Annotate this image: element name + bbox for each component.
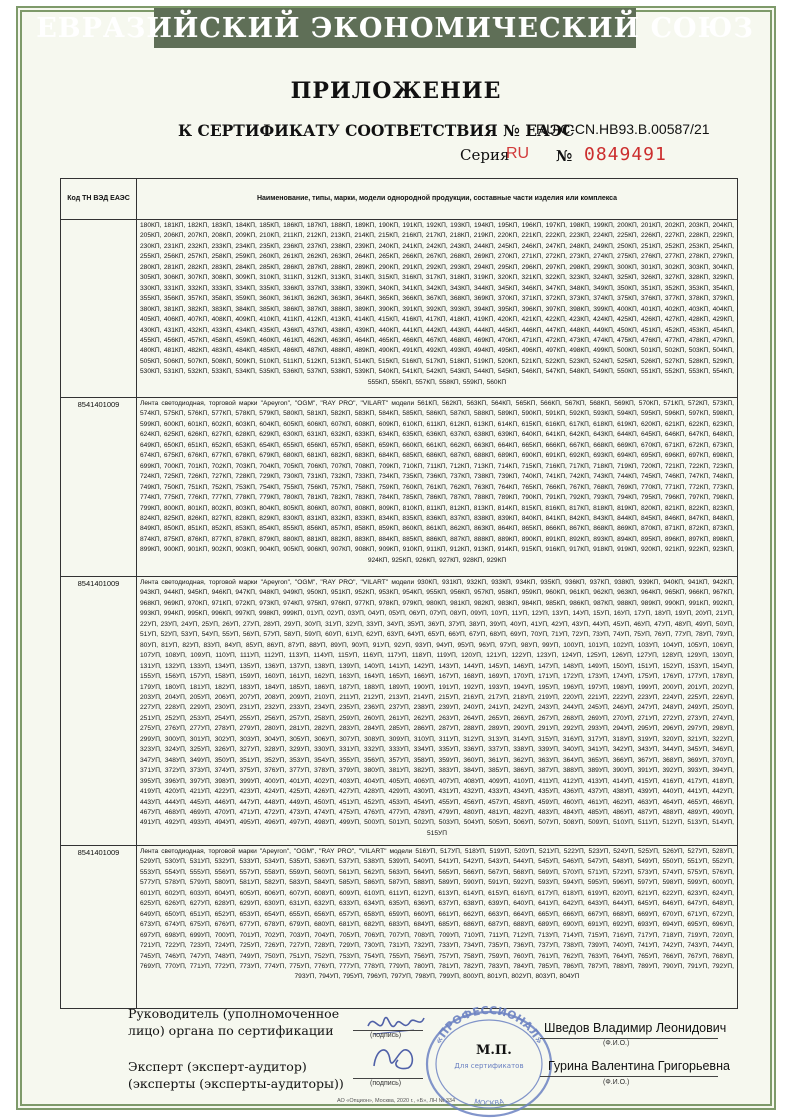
- description-cell: Лента светодиодная, торговой марки "Apeyron", "OGM", "RAY PRO", "VILART" модели 516УП, 517УП, 518УП, 519УП, 520УП, 521УП, 522УП, 523УП, 524УП, 525УП, 526УП, 527УП, 528УП, 529УП, 530УП, 531УП, 532УП, 533УП, 534УП, 535УП, 536УП, 537УП, 538УП, 539УП, 540УП, 541УП, 542УП, 543УП, 544УП, 545УП, 546УП, 547УП, 548УП, 549УП, 550УП, 551УП, 552УП, 553УП, 554УП, 555УП, 556УП, 557УП, 558УП, 559УП, 560УП, 561УП, 562УП, 563УП, 564УП, 565УП, 566УП, 567УП, 568УП, 569УП, 570УП, 571УП, 572УП, 573УП, 574УП, 575УП, 576УП, 577УП, 578УП, 579УП, 580УП, 581УП, 582УП, 583УП, 584УП, 585УП, 586УП, 587УП, 588УП, 589УП, 590УП, 591УП, 592УП, 593УП, 594УП, 595УП, 596УП, 597УП, 598УП, 599УП, 600УП, 601УП, 602УП, 603УП, 604УП, 605УП, 606УП, 607УП, 608УП, 609УП, 610УП, 611УП, 612УП, 613УП, 614УП, 615УП, 616УП, 617УП, 618УП, 619УП, 620УП, 621УП, 622УП, 623УП, 624УП, 625УП, 626УП, 627УП, 628УП, 629УП, 630УП, 631УП, 632УП, 633УП, 634УП, 635УП, 636УП, 637УП, 638УП, 639УП, 640УП, 641УП, 642УП, 643УП, 644УП, 645УП, 646УП, 647УП, 648УП, 649УП, 650УП, 651УП, 652УП, 653УП, 654УП, 655УП, 656УП, 657УП, 658УП, 659УП, 660УП, 661УП, 662УП, 663УП, 664УП, 665УП, 666УП, 667УП, 668УП, 669УП, 670УП, 671УП, 672УП, 673УП, 674УП, 675УП, 676УП, 677УП, 678УП, 679УП, 680УП, 681УП, 682УП, 683УП, 684УП, 685УП, 686УП, 687УП, 688УП, 689УП, 690УП, 691УП, 692УП, 693УП, 694УП, 695УП, 696УП, 697УП, 698УП, 699УП, 700УП, 701УП, 702УП, 703УП, 704УП, 705УП, 706УП, 707УП, 708УП, 709УП, 710УП, 711УП, 712УП, 713УП, 714УП, 715УП, 716УП, 717УП, 718УП, 719УП, 720УП, 721УП, 722УП, 723УП, 724УП, 725УП, 726УП, 727УП, 728УП, 729УП, 730УП, 731УП, 732УП, 733УП, 734УП, 735УП, 736УП, 737УП, 738УП, 739УП, 740УП, 741УП, 742УП, 743УП, 744УП, 745УП, 746УП, 747УП, 748УП, 749УП, 750УП, 751УП, 752УП, 753УП, 754УП, 755УП, 756УП, 757УП, 758УП, 759УП, 760УП, 761УП, 762УП, 763УП, 764УП, 765УП, 766УП, 767УП, 768УП, 769УП, 770УП, 771УП, 772УП, 773УП, 774УП, 775УП, 776УП, 777УП, 778УП, 779УП, 780УП, 781УП, 782УП, 783УП, 784УП, 785УП, 786УП, 787УП, 788УП, 789УП, 790УП, 791УП, 792УП, 793УП, 794УП, 795УП, 796УП, 797УП, 798УП, 799УП, 800УП, 801УП, 802УП, 803УП, 804УП: [137, 846, 738, 1009]
- expert-signature-caption: (подпись): [370, 1080, 402, 1087]
- description-cell: 180КП, 181КП, 182КП, 183КП, 184КП, 185КП, 186КП, 187КП, 188КП, 189КП, 190КП, 191КП, 192КП, 193КП, 194КП, 195КП, 196КП, 197КП, 198КП, 199КП, 200КП, 201КП, 202КП, 203КП, 204КП, 205КП, 206КП, 207КП, 208КП, 209КП, 210КП, 211КП, 212КП, 213КП, 214КП, 215КП, 216КП, 217КП, 218КП, 219КП, 220КП, 221КП, 222КП, 223КП, 224КП, 225КП, 226КП, 227КП, 228КП, 229КП, 230КП, 231КП, 232КП, 233КП, 234КП, 235КП, 236КП, 237КП, 238КП, 239КП, 240КП, 241КП, 242КП, 243КП, 244КП, 245КП, 246КП, 247КП, 248КП, 249КП, 250КП, 251КП, 252КП, 253КП, 254КП, 255КП, 256КП, 257КП, 258КП, 259КП, 260КП, 261КП, 262КП, 263КП, 264КП, 265КП, 266КП, 267КП, 268КП, 269КП, 270КП, 271КП, 272КП, 273КП, 274КП, 275КП, 276КП, 277КП, 278КП, 279КП, 280КП, 281КП, 282КП, 283КП, 284КП, 285КП, 286КП, 287КП, 288КП, 289КП, 290КП, 291КП, 292КП, 293КП, 294КП, 295КП, 296КП, 297КП, 298КП, 299КП, 300КП, 301КП, 302КП, 303КП, 304КП, 305КП, 306КП, 307КП, 308КП, 309КП, 310КП, 311КП, 312КП, 313КП, 314КП, 315КП, 316КП, 317КП, 318КП, 319КП, 320КП, 321КП, 322КП, 323КП, 324КП, 325КП, 326КП, 327КП, 328КП, 329КП, 330КП, 331КП, 332КП, 333КП, 334КП, 335КП, 336КП, 337КП, 338КП, 339КП, 340КП, 341КП, 342КП, 343КП, 344КП, 345КП, 346КП, 347КП, 348КП, 349КП, 350КП, 351КП, 352КП, 353КП, 354КП, 355КП, 356КП, 357КП, 358КП, 359КП, 360КП, 361КП, 362КП, 363КП, 364КП, 365КП, 366КП, 367КП, 368КП, 369КП, 370КП, 371КП, 372КП, 373КП, 374КП, 375КП, 376КП, 377КП, 378КП, 379КП, 380КП, 381КП, 382КП, 383КП, 384КП, 385КП, 386КП, 387КП, 388КП, 389КП, 390КП, 391КП, 392КП, 393КП, 394КП, 395КП, 396КП, 397КП, 398КП, 399КП, 400КП, 401КП, 402КП, 403КП, 404КП, 405КП, 406КП, 407КП, 408КП, 409КП, 410КП, 411КП, 412КП, 413КП, 414КП, 415КП, 416КП, 417КП, 418КП, 419КП, 420КП, 421КП, 422КП, 423КП, 424КП, 425КП, 426КП, 427КП, 428КП, 429КП, 430КП, 431КП, 432КП, 433КП, 434КП, 435КП, 436КП, 437КП, 438КП, 439КП, 440КП, 441КП, 442КП, 443КП, 444КП, 445КП, 446КП, 447КП, 448КП, 449КП, 450КП, 451КП, 452КП, 453КП, 454КП, 455КП, 456КП, 457КП, 458КП, 459КП, 460КП, 461КП, 462КП, 463КП, 464КП, 465КП, 466КП, 467КП, 468КП, 469КП, 470КП, 471КП, 472КП, 473КП, 474КП, 475КП, 476КП, 477КП, 478КП, 479КП, 480КП, 481КП, 482КП, 483КП, 484КП, 485КП, 486КП, 487КП, 488КП, 489КП, 490КП, 491КП, 492КП, 493КП, 494КП, 495КП, 496КП, 497КП, 498КП, 499КП, 500КП, 501КП, 502КП, 503КП, 504КП, 505КП, 506КП, 507КП, 508КП, 509КП, 510КП, 511КП, 512КП, 513КП, 514КП, 515КП, 516КП, 517КП, 518КП, 519КП, 520КП, 521КП, 522КП, 523КП, 524КП, 525КП, 526КП, 527КП, 528КП, 529КП, 530КП, 531КП, 532КП, 533КП, 534КП, 535КП, 536КП, 537КП, 538КП, 539КП, 540КП, 541КП, 542КП, 543КП, 544КП, 545КП, 546КП, 547КП, 548КП, 549КП, 550КП, 551КП, 552КП, 553КП, 554КП, 555КП, 556КП, 557КП, 558КП, 559КП, 560КП: [137, 220, 738, 398]
- expert-name-caption: (Ф.И.О.): [603, 1079, 630, 1086]
- certificate-number: RU С-CN.НВ93.В.00587/21: [536, 121, 710, 137]
- form-number: 0849491: [584, 144, 667, 165]
- head-label-line-1: Руководитель (уполномоченное: [128, 1006, 340, 1021]
- number-label: №: [556, 147, 573, 165]
- head-label: [128, 1005, 339, 1039]
- head-name-line: [540, 1038, 718, 1039]
- page-title: ПРИЛОЖЕНИЕ: [290, 78, 502, 104]
- stamp-title: «ПРОФЕССИОНАЛ»: [431, 1003, 547, 1047]
- expert-signature: [368, 1040, 424, 1076]
- expert-name-line: [540, 1076, 718, 1077]
- column-header-description: Наименование, типы, марки, модели однородной продукции, составные части изделия или комплекса: [137, 179, 738, 220]
- hs-code-cell: 8541401009: [61, 846, 137, 1009]
- table-row: [61, 220, 738, 398]
- certificate-subtitle: К СЕРТИФИКАТУ СООТВЕТСТВИЯ № ЕАЭС: [178, 121, 575, 140]
- printer-footer: АО «Опцион», Москва, 2020 г., «Б», ЛН № 334: [336, 1098, 456, 1104]
- head-label-line-2: лицо) органа по сертификации: [128, 1023, 334, 1038]
- eaeu-banner: ЕВРАЗИЙСКИЙ ЭКОНОМИЧЕСКИЙ СОЮЗ: [154, 8, 636, 48]
- table-header-row: [61, 179, 738, 220]
- products-table: [60, 178, 738, 1009]
- head-name-caption: (Ф.И.О.): [603, 1040, 630, 1047]
- stamp-city: МОСКВА: [473, 1097, 505, 1108]
- column-header-code: Код ТН ВЭД ЕАЭС: [61, 179, 137, 220]
- svg-text:«ПРОФЕССИОНАЛ»: [432, 1004, 546, 1046]
- table-row: [61, 577, 738, 846]
- hs-code-cell: 8541401009: [61, 398, 137, 577]
- expert-label-line-2: (эксперты (эксперты-аудиторы)): [128, 1076, 344, 1091]
- description-cell: Лента светодиодная, торговой марки "Apeyron", "OGM", "RAY PRO", "VILART" модели 930КП, 931КП, 932КП, 933КП, 934КП, 935КП, 936КП, 937КП, 938КП, 939КП, 940КП, 941КП, 942КП, 943КП, 944КП, 945КП, 946КП, 947КП, 948КП, 949КП, 950КП, 951КП, 952КП, 953КП, 954КП, 955КП, 956КП, 957КП, 958КП, 959КП, 960КП, 961КП, 962КП, 963КП, 964КП, 965КП, 966КП, 967КП, 968КП, 969КП, 970КП, 971КП, 972КП, 973КП, 974КП, 975КП, 976КП, 977КП, 978КП, 979КП, 980КП, 981КП, 982КП, 983КП, 984КП, 985КП, 986КП, 987КП, 988КП, 989КП, 990КП, 991КП, 992КП, 993КП, 994КП, 995КП, 996КП, 997КП, 998КП, 999КП, 01УП, 02УП, 03УП, 04УП, 05УП, 06УП, 07УП, 08УП, 09УП, 10УП, 11УП, 12УП, 13УП, 14УП, 15УП, 16УП, 17УП, 18УП, 19УП, 20УП, 21УП, 22УП, 23УП, 24УП, 25УП, 26УП, 27УП, 28УП, 29УП, 30УП, 31УП, 32УП, 33УП, 34УП, 35УП, 36УП, 37УП, 38УП, 39УП, 40УП, 41УП, 42УП, 43УП, 44УП, 45УП, 46УП, 47УП, 48УП, 49УП, 50УП, 51УП, 52УП, 53УП, 54УП, 55УП, 56УП, 57УП, 58УП, 59УП, 60УП, 61УП, 62УП, 63УП, 64УП, 65УП, 66УП, 67УП, 68УП, 69УП, 70УП, 71УП, 72УП, 73УП, 74УП, 75УП, 76УП, 77УП, 78УП, 79УП, 80УП, 81УП, 82УП, 83УП, 84УП, 85УП, 86УП, 87УП, 88УП, 89УП, 90УП, 91УП, 92УП, 93УП, 94УП, 95УП, 96УП, 97УП, 98УП, 99УП, 100УП, 101УП, 102УП, 103УП, 104УП, 105УП, 106УП, 107УП, 108УП, 109УП, 110УП, 111УП, 112УП, 113УП, 114УП, 115УП, 116УП, 117УП, 118УП, 119УП, 120УП, 121УП, 122УП, 123УП, 124УП, 125УП, 126УП, 127УП, 128УП, 129УП, 130УП, 131УП, 132УП, 133УП, 134УП, 135УП, 136УП, 137УП, 138УП, 139УП, 140УП, 141УП, 142УП, 143УП, 144УП, 145УП, 146УП, 147УП, 148УП, 149УП, 150УП, 151УП, 152УП, 153УП, 154УП, 155УП, 156УП, 157УП, 158УП, 159УП, 160УП, 161УП, 162УП, 163УП, 164УП, 165УП, 166УП, 167УП, 168УП, 169УП, 170УП, 171УП, 172УП, 173УП, 174УП, 175УП, 176УП, 177УП, 178УП, 179УП, 180УП, 181УП, 182УП, 183УП, 184УП, 185УП, 186УП, 187УП, 188УП, 189УП, 190УП, 191УП, 192УП, 193УП, 194УП, 195УП, 196УП, 197УП, 198УП, 199УП, 200УП, 201УП, 202УП, 203УП, 204УП, 205УП, 206УП, 207УП, 208УП, 209УП, 210УП, 211УП, 212УП, 213УП, 214УП, 215УП, 216УП, 217УП, 218УП, 219УП, 220УП, 221УП, 222УП, 223УП, 224УП, 225УП, 226УП, 227УП, 228УП, 229УП, 230УП, 231УП, 232УП, 233УП, 234УП, 235УП, 236УП, 237УП, 238УП, 239УП, 240УП, 241УП, 242УП, 243УП, 244УП, 245УП, 246УП, 247УП, 248УП, 249УП, 250УП, 251УП, 252УП, 253УП, 254УП, 255УП, 256УП, 257УП, 258УП, 259УП, 260УП, 261УП, 262УП, 263УП, 264УП, 265УП, 266УП, 267УП, 268УП, 269УП, 270УП, 271УП, 272УП, 273УП, 274УП, 275УП, 276УП, 277УП, 278УП, 279УП, 280УП, 281УП, 282УП, 283УП, 284УП, 285УП, 286УП, 287УП, 288УП, 289УП, 290УП, 291УП, 292УП, 293УП, 294УП, 295УП, 296УП, 297УП, 298УП, 299УП, 300УП, 301УП, 302УП, 303УП, 304УП, 305УП, 306УП, 307УП, 308УП, 309УП, 310УП, 311УП, 312УП, 313УП, 314УП, 315УП, 316УП, 317УП, 318УП, 319УП, 320УП, 321УП, 322УП, 323УП, 324УП, 325УП, 326УП, 327УП, 328УП, 329УП, 330УП, 331УП, 332УП, 333УП, 334УП, 335УП, 336УП, 337УП, 338УП, 339УП, 340УП, 341УП, 342УП, 343УП, 344УП, 345УП, 346УП, 347УП, 348УП, 349УП, 350УП, 351УП, 352УП, 353УП, 354УП, 355УП, 356УП, 357УП, 358УП, 359УП, 360УП, 361УП, 362УП, 363УП, 364УП, 365УП, 366УП, 367УП, 368УП, 369УП, 370УП, 371УП, 372УП, 373УП, 374УП, 375УП, 376УП, 377УП, 378УП, 379УП, 380УП, 381УП, 382УП, 383УП, 384УП, 385УП, 386УП, 387УП, 388УП, 389УП, 390УП, 391УП, 392УП, 393УП, 394УП, 395УП, 396УП, 397УП, 398УП, 399УП, 400УП, 401УП, 402УП, 403УП, 404УП, 405УП, 406УП, 407УП, 408УП, 409УП, 410УП, 411УП, 412УП, 413УП, 414УП, 415УП, 416УП, 417УП, 418УП, 419УП, 420УП, 421УП, 422УП, 423УП, 424УП, 425УП, 426УП, 427УП, 428УП, 429УП, 430УП, 431УП, 432УП, 433УП, 434УП, 435УП, 436УП, 437УП, 438УП, 439УП, 440УП, 441УП, 442УП, 443УП, 444УП, 445УП, 446УП, 447УП, 448УП, 449УП, 450УП, 451УП, 452УП, 453УП, 454УП, 455УП, 456УП, 457УП, 458УП, 459УП, 460УП, 461УП, 462УП, 463УП, 464УП, 465УП, 466УП, 467УП, 468УП, 469УП, 470УП, 471УП, 472УП, 473УП, 474УП, 475УП, 476УП, 477УП, 478УП, 479УП, 480УП, 481УП, 482УП, 483УП, 484УП, 485УП, 486УП, 487УП, 488УП, 489УП, 490УП, 491УП, 492УП, 493УП, 494УП, 495УП, 496УП, 497УП, 498УП, 499УП, 500УП, 501УП, 502УП, 503УП, 504УП, 505УП, 506УП, 507УП, 508УП, 509УП, 510УП, 511УП, 512УП, 513УП, 514УП, 515УП: [137, 577, 738, 846]
- series-value: RU: [506, 145, 530, 162]
- expert-signature-line: [353, 1078, 423, 1079]
- expert-name: Гурина Валентина Григорьевна: [548, 1059, 730, 1073]
- expert-label-line-1: Эксперт (эксперт-аудитор): [128, 1059, 307, 1074]
- head-signature-caption: (подпись): [370, 1032, 402, 1039]
- hs-code-cell: 8541401009: [61, 577, 137, 846]
- stamp-subtext: Для сертификатов: [454, 1062, 524, 1070]
- table-row: [61, 398, 738, 577]
- expert-label: [128, 1058, 344, 1092]
- head-signature-line: [353, 1030, 423, 1031]
- head-name: Шведов Владимир Леонидович: [544, 1021, 727, 1035]
- description-cell: Лента светодиодная, торговой марки "Apeyron", "OGM", "RAY PRO", "VILART" модели 561КП, 562КП, 563КП, 564КП, 565КП, 566КП, 567КП, 568КП, 569КП, 570КП, 571КП, 572КП, 573КП, 574КП, 575КП, 576КП, 577КП, 578КП, 579КП, 580КП, 581КП, 582КП, 583КП, 584КП, 585КП, 586КП, 587КП, 588КП, 589КП, 590КП, 591КП, 592КП, 593КП, 594КП, 595КП, 596КП, 597КП, 598КП, 599КП, 600КП, 601КП, 602КП, 603КП, 604КП, 605КП, 606КП, 607КП, 608КП, 609КП, 610КП, 611КП, 612КП, 613КП, 614КП, 615КП, 616КП, 617КП, 618КП, 619КП, 620КП, 621КП, 622КП, 623КП, 624КП, 625КП, 626КП, 627КП, 628КП, 629КП, 630КП, 631КП, 632КП, 633КП, 634КП, 635КП, 636КП, 637КП, 638КП, 639КП, 640КП, 641КП, 642КП, 643КП, 644КП, 645КП, 646КП, 647КП, 648КП, 649КП, 650КП, 651КП, 652КП, 653КП, 654КП, 655КП, 656КП, 657КП, 658КП, 659КП, 660КП, 661КП, 662КП, 663КП, 664КП, 665КП, 666КП, 667КП, 668КП, 669КП, 670КП, 671КП, 672КП, 673КП, 674КП, 675КП, 676КП, 677КП, 678КП, 679КП, 680КП, 681КП, 682КП, 683КП, 684КП, 685КП, 686КП, 687КП, 688КП, 689КП, 690КП, 691КП, 692КП, 693КП, 694КП, 695КП, 696КП, 697КП, 698КП, 699КП, 700КП, 701КП, 702КП, 703КП, 704КП, 705КП, 706КП, 707КП, 708КП, 709КП, 710КП, 711КП, 712КП, 713КП, 714КП, 715КП, 716КП, 717КП, 718КП, 719КП, 720КП, 721КП, 722КП, 723КП, 724КП, 725КП, 726КП, 727КП, 728КП, 729КП, 730КП, 731КП, 732КП, 733КП, 734КП, 735КП, 736КП, 737КП, 738КП, 739КП, 740КП, 741КП, 742КП, 743КП, 744КП, 745КП, 746КП, 747КП, 748КП, 749КП, 750КП, 751КП, 752КП, 753КП, 754КП, 755КП, 756КП, 757КП, 758КП, 759КП, 760КП, 761КП, 762КП, 763КП, 764КП, 765КП, 766КП, 767КП, 768КП, 769КП, 770КП, 771КП, 772КП, 773КП, 774КП, 775КП, 776КП, 777КП, 778КП, 779КП, 780КП, 781КП, 782КП, 783КП, 784КП, 785КП, 786КП, 787КП, 788КП, 789КП, 790КП, 791КП, 792КП, 793КП, 794КП, 795КП, 796КП, 797КП, 798КП, 799КП, 800КП, 801КП, 802КП, 803КП, 804КП, 805КП, 806КП, 807КП, 808КП, 809КП, 810КП, 811КП, 812КП, 813КП, 814КП, 815КП, 816КП, 817КП, 818КП, 819КП, 820КП, 821КП, 822КП, 823КП, 824КП, 825КП, 826КП, 827КП, 828КП, 829КП, 830КП, 831КП, 832КП, 833КП, 834КП, 835КП, 836КП, 837КП, 838КП, 839КП, 840КП, 841КП, 842КП, 843КП, 844КП, 845КП, 846КП, 847КП, 848КП, 849КП, 850КП, 851КП, 852КП, 853КП, 854КП, 855КП, 856КП, 857КП, 858КП, 859КП, 860КП, 861КП, 862КП, 863КП, 864КП, 865КП, 866КП, 867КП, 868КП, 869КП, 870КП, 871КП, 872КП, 873КП, 874КП, 875КП, 876КП, 877КП, 878КП, 879КП, 880КП, 881КП, 882КП, 883КП, 884КП, 885КП, 886КП, 887КП, 888КП, 889КП, 890КП, 891КП, 892КП, 893КП, 894КП, 895КП, 896КП, 897КП, 898КП, 899КП, 900КП, 901КП, 902КП, 903КП, 904КП, 905КП, 906КП, 907КП, 908КП, 909КП, 910КП, 911КП, 912КП, 913КП, 914КП, 915КП, 916КП, 917КП, 918КП, 919КП, 920КП, 921КП, 922КП, 923КП, 924КП, 925КП, 926КП, 927КП, 928КП, 929КП: [137, 398, 738, 577]
- hs-code-cell: [61, 220, 137, 398]
- series-label: Серия: [460, 146, 510, 164]
- seal-place-label: М.П.: [476, 1043, 512, 1058]
- table-row: [61, 846, 738, 1009]
